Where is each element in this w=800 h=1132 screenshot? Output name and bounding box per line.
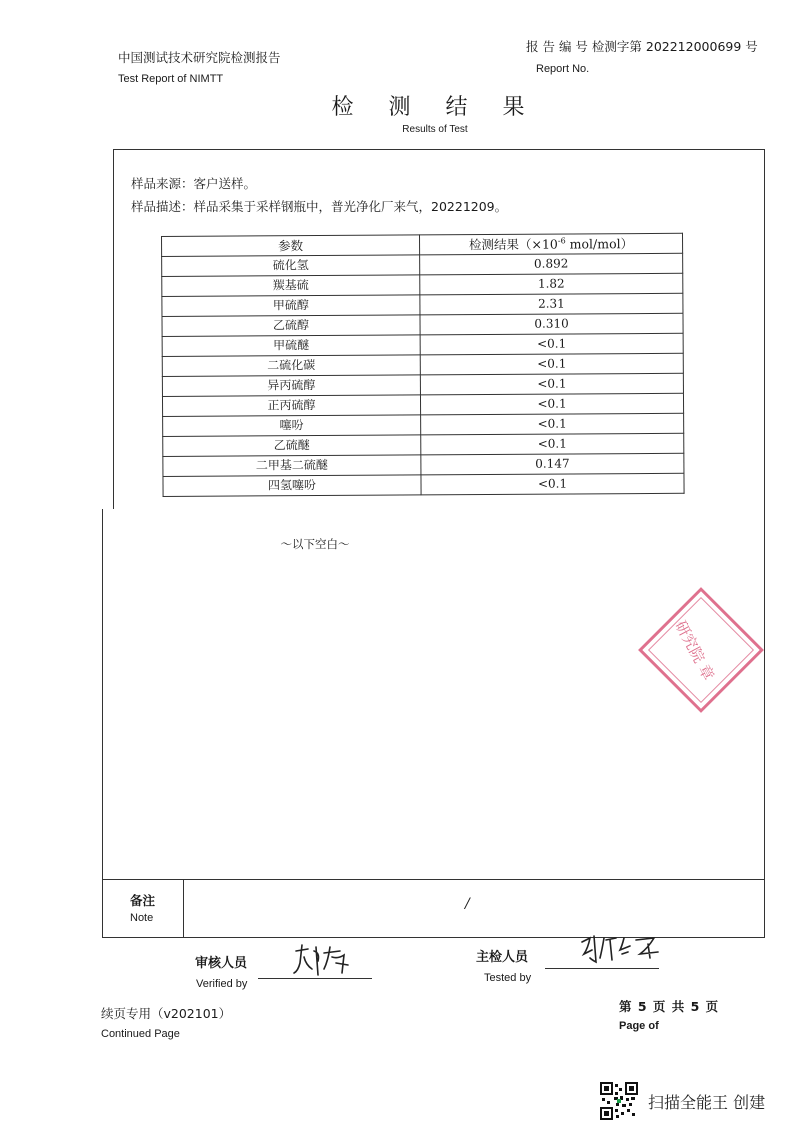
org-title: 中国测试技术研究院检测报告 [118, 50, 281, 65]
header-result-exponent: -6 [557, 236, 566, 246]
value-cell: 2.31 [420, 293, 683, 315]
param-cell: 甲硫醚 [162, 335, 420, 357]
param-cell: 羰基硫 [162, 275, 420, 297]
seal-text: 研究院 章 [671, 617, 718, 684]
verifier-signature [290, 943, 352, 977]
param-cell: 乙硫醇 [162, 315, 420, 337]
header-result-suffix: mol/mol） [565, 236, 634, 252]
org-title-en: Test Report of NIMTT [118, 73, 224, 85]
note-value: / [465, 896, 470, 912]
report-number-label-en: Report No. [536, 63, 590, 75]
page-number: 第 5 页 共 5 页 [619, 999, 719, 1014]
param-cell: 异丙硫醇 [162, 375, 420, 397]
continued-page-label: 续页专用（v202101） [101, 1006, 232, 1021]
table-row [163, 473, 684, 496]
value-cell: <0.1 [420, 333, 683, 355]
frame-border-left-lower [102, 509, 103, 938]
note-column-divider [183, 879, 184, 937]
param-cell: 甲硫醇 [162, 295, 420, 317]
sample-source: 样品来源：客户送样。 [131, 176, 257, 191]
verified-signature-line [258, 978, 372, 979]
param-cell: 二甲基二硫醚 [163, 455, 421, 477]
scanner-watermark-text: 扫描全能王 创建 [648, 1093, 766, 1112]
value-cell: <0.1 [421, 433, 684, 455]
qr-code-icon [600, 1082, 638, 1120]
value-cell: <0.1 [421, 473, 684, 495]
page-title: 检 测 结 果 [331, 95, 539, 120]
frame-border-top [113, 149, 765, 150]
results-table [161, 233, 685, 497]
tester-signature [578, 932, 664, 966]
official-seal-stamp [636, 585, 766, 715]
page-number-en: Page of [619, 1020, 659, 1032]
value-cell: 0.310 [420, 313, 683, 335]
verified-by-label-en: Verified by [196, 978, 248, 990]
continued-page-label-en: Continued Page [101, 1028, 180, 1040]
frame-border-left-upper [113, 149, 114, 509]
tested-by-label: 主检人员 [476, 950, 529, 965]
frame-border-right [764, 149, 765, 938]
header-result-prefix: 检测结果（×10 [468, 236, 558, 253]
param-cell: 四氢噻吩 [163, 475, 421, 497]
value-cell: <0.1 [420, 373, 683, 395]
value-cell: <0.1 [420, 353, 683, 375]
note-label: 备注 [130, 893, 156, 908]
header-result [419, 233, 682, 255]
value-cell: 0.892 [420, 253, 683, 275]
param-cell: 二硫化碳 [162, 355, 420, 377]
note-label-en: Note [130, 912, 154, 924]
verified-by-label: 审核人员 [195, 956, 248, 971]
header-parameter: 参数 [162, 235, 420, 257]
page-title-en: Results of Test [402, 124, 468, 135]
sample-description: 样品描述：样品采集于采样钢瓶中，普光净化厂来气，20221209。 [131, 199, 508, 214]
param-cell: 正丙硫醇 [162, 395, 420, 417]
param-cell: 硫化氢 [162, 255, 420, 277]
report-number: 报 告 编 号 检测字第 202212000699 号 [526, 39, 758, 54]
value-cell: <0.1 [420, 393, 683, 415]
param-cell: 噻吩 [163, 415, 421, 437]
note-section-divider [102, 879, 765, 880]
blank-remainder-note: ～以下空白～ [280, 537, 350, 551]
param-cell: 乙硫醚 [163, 435, 421, 457]
table-header-row [162, 233, 683, 256]
tested-signature-line [545, 968, 659, 969]
tested-by-label-en: Tested by [484, 972, 532, 984]
value-cell: 1.82 [420, 273, 683, 295]
value-cell: <0.1 [421, 413, 684, 435]
value-cell: 0.147 [421, 453, 684, 475]
frame-border-bottom [102, 937, 765, 938]
